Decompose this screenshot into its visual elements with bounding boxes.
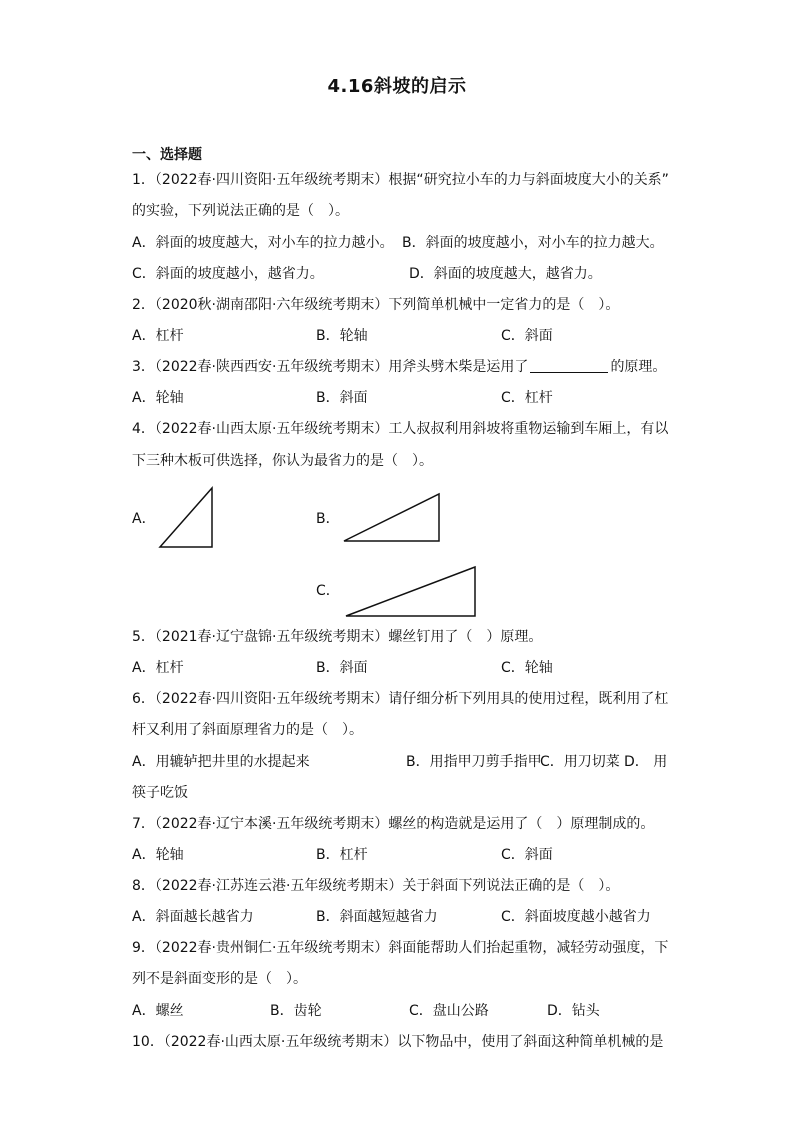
- option-a[interactable]: A．斜面的坡度越大，对小车的拉力越小。: [132, 235, 394, 251]
- question-3-options: [132, 389, 692, 407]
- option-b[interactable]: B．斜面的坡度越小，对小车的拉力越大。: [402, 235, 664, 251]
- question-1-options-row1: [132, 234, 692, 252]
- answer-blank[interactable]: [530, 358, 608, 373]
- option-c[interactable]: C．斜面: [501, 847, 553, 863]
- question-4-stem: 4．（2022春·山西太原·五年级统考期末）工人叔叔利用斜坡将重物运输到车厢上，有以: [132, 421, 669, 437]
- option-a[interactable]: A．轮轴: [132, 847, 184, 863]
- triangle-figure-c: [342, 563, 480, 621]
- question-1-options-row2: [132, 265, 692, 283]
- question-6-stem-cont: 杆又利用了斜面原理省力的是（ ）。: [132, 722, 363, 738]
- question-7-options: [132, 846, 692, 864]
- section-heading: 一、选择题: [132, 147, 202, 163]
- question-3-stem-before: 3．（2022春·陕西西安·五年级统考期末）用斧头劈木柴是运用了: [132, 359, 529, 375]
- option-b[interactable]: B．齿轮: [270, 1003, 322, 1019]
- question-2-stem: 2．（2020秋·湖南邵阳·六年级统考期末）下列简单机械中一定省力的是（ ）。: [132, 297, 620, 313]
- triangle-figure-a: [156, 484, 218, 552]
- question-1-stem: 1．（2022春·四川资阳·五年级统考期末）根据“研究拉小车的力与斜面坡度大小的关系”: [132, 172, 669, 188]
- question-9-stem-cont: 列不是斜面变形的是（ ）。: [132, 971, 307, 987]
- question-8-options: [132, 908, 692, 926]
- option-b[interactable]: B．: [316, 511, 340, 527]
- option-c[interactable]: C．斜面: [501, 328, 553, 344]
- option-d[interactable]: D．斜面的坡度越大，越省力。: [409, 266, 602, 282]
- option-c[interactable]: C．杠杆: [501, 390, 553, 406]
- question-6-stem: 6．（2022春·四川资阳·五年级统考期末）请仔细分析下列用具的使用过程，既利用了杠: [132, 691, 669, 707]
- page-title: 4.16斜坡的启示: [327, 76, 467, 97]
- question-5-options: [132, 659, 692, 677]
- option-a[interactable]: A．杠杆: [132, 660, 184, 676]
- question-4-stem-cont: 下三种木板可供选择，你认为最省力的是（ ）。: [132, 453, 433, 469]
- option-b[interactable]: B．斜面: [316, 660, 368, 676]
- option-c[interactable]: C．盘山公路: [409, 1003, 489, 1019]
- option-a[interactable]: A．斜面越长越省力: [132, 909, 254, 925]
- option-b[interactable]: B．用指甲刀剪手指甲: [406, 754, 542, 770]
- option-c[interactable]: C．斜面坡度越小越省力: [501, 909, 651, 925]
- option-b[interactable]: B．斜面: [316, 390, 368, 406]
- option-d[interactable]: D． 用: [624, 754, 668, 770]
- question-2-options: [132, 327, 692, 345]
- option-c[interactable]: C．: [316, 583, 340, 599]
- option-b[interactable]: B．斜面越短越省力: [316, 909, 438, 925]
- question-3-stem: [132, 358, 666, 376]
- option-a[interactable]: A．杠杆: [132, 328, 184, 344]
- question-10-stem: 10．（2022春·山西太原·五年级统考期末）以下物品中，使用了斜面这种简单机械的是: [132, 1034, 664, 1050]
- question-7-stem: 7．（2022春·辽宁本溪·五年级统考期末）螺丝的构造就是运用了（ ）原理制成的。: [132, 816, 655, 832]
- option-a[interactable]: A．用辘轳把井里的水提起来: [132, 754, 310, 770]
- question-8-stem: 8．（2022春·江苏连云港·五年级统考期末）关于斜面下列说法正确的是（ ）。: [132, 878, 620, 894]
- option-d[interactable]: D．钻头: [547, 1003, 600, 1019]
- option-a[interactable]: A．轮轴: [132, 390, 184, 406]
- question-9-stem: 9．（2022春·贵州铜仁·五年级统考期末）斜面能帮助人们抬起重物，减轻劳动强度，下: [132, 940, 669, 956]
- option-b[interactable]: B．轮轴: [316, 328, 368, 344]
- question-3-stem-after: 的原理。: [610, 359, 667, 375]
- option-a[interactable]: A．: [132, 511, 156, 527]
- question-6-options: [132, 753, 692, 771]
- option-c[interactable]: C．轮轴: [501, 660, 553, 676]
- triangle-figure-b: [340, 490, 444, 546]
- question-5-stem: 5．（2021春·辽宁盘锦·五年级统考期末）螺丝钉用了（ ）原理。: [132, 629, 543, 645]
- option-d-continued: 筷子吃饭: [132, 785, 188, 801]
- question-1-stem-cont: 的实验，下列说法正确的是（ ）。: [132, 203, 349, 219]
- option-b[interactable]: B．杠杆: [316, 847, 368, 863]
- question-9-options: [132, 1002, 692, 1020]
- option-c[interactable]: C．用刀切菜: [540, 754, 620, 770]
- option-a[interactable]: A．螺丝: [132, 1003, 184, 1019]
- option-c[interactable]: C．斜面的坡度越小，越省力。: [132, 266, 324, 282]
